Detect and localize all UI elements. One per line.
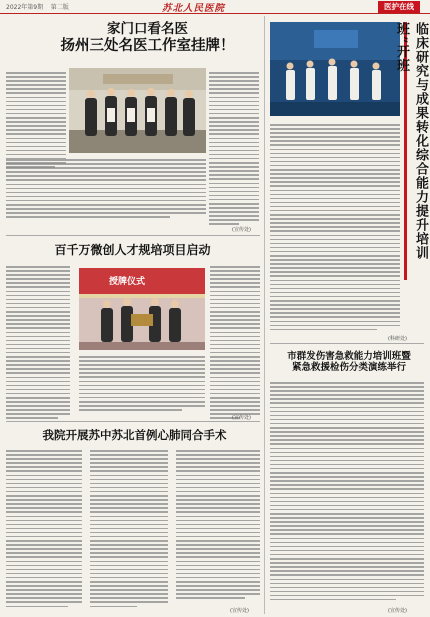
issue-number: 2022年第9期 bbox=[6, 4, 44, 11]
masthead: 苏北人民医院 bbox=[162, 3, 226, 14]
divider-2 bbox=[6, 421, 260, 422]
article-1-editor: (宣传处) bbox=[232, 227, 251, 233]
article-5-headline-line1: 市群发伤害急救能力培训班暨 bbox=[287, 351, 411, 362]
article-2-headline: 百千万微创人才规培项目启动 bbox=[54, 243, 211, 257]
article-2-text-right bbox=[210, 266, 260, 422]
divider-3 bbox=[270, 343, 424, 344]
article-2-editor: (宣传处) bbox=[232, 415, 251, 421]
article-1-text-left bbox=[6, 72, 66, 170]
page-number: 第二版 bbox=[50, 4, 69, 11]
article-2-text-left bbox=[6, 266, 70, 422]
issue-info bbox=[6, 2, 69, 11]
class-opening-photo bbox=[270, 22, 400, 116]
article-1-headline-line2: 扬州三处名医工作室挂牌！ bbox=[60, 37, 235, 54]
article-5-editor: (宣传处) bbox=[388, 608, 407, 614]
article-3-text-col3 bbox=[176, 450, 260, 601]
article-1-text-lower bbox=[6, 159, 206, 220]
article-4-text bbox=[270, 124, 400, 333]
article-3-text-col2 bbox=[90, 450, 168, 610]
article-5-headline-line2: 紧急救援检伤分类演练举行 bbox=[291, 361, 406, 373]
article-5-headline bbox=[272, 352, 426, 374]
article-5-text bbox=[270, 382, 424, 603]
article-4-photo bbox=[270, 22, 400, 116]
article-4-title: 临床研究与成果转化综合能力提升培训班”开班 bbox=[394, 22, 428, 260]
plaque-ceremony-photo bbox=[69, 68, 206, 153]
column-divider bbox=[264, 16, 265, 614]
section-tag: 医护在线 bbox=[378, 1, 420, 13]
article-2-text-lower bbox=[79, 356, 205, 413]
article-1-text-right bbox=[209, 72, 259, 228]
article-2-photo bbox=[79, 268, 205, 350]
divider-1 bbox=[6, 235, 260, 236]
article-4-editor: (科研处) bbox=[388, 336, 407, 342]
page-header bbox=[0, 0, 430, 14]
article-1-headline bbox=[40, 22, 255, 54]
article-2-photo-banner: 授牌仪式 bbox=[109, 277, 146, 287]
article-3-editor: (宣传处) bbox=[230, 608, 249, 614]
article-3-text-col1 bbox=[6, 450, 82, 610]
article-1-photo bbox=[69, 68, 206, 153]
article-1-headline-line1: 家门口看名医 bbox=[107, 21, 188, 37]
article-3-headline: 我院开展苏中苏北首例心肺同合手术 bbox=[42, 428, 227, 442]
